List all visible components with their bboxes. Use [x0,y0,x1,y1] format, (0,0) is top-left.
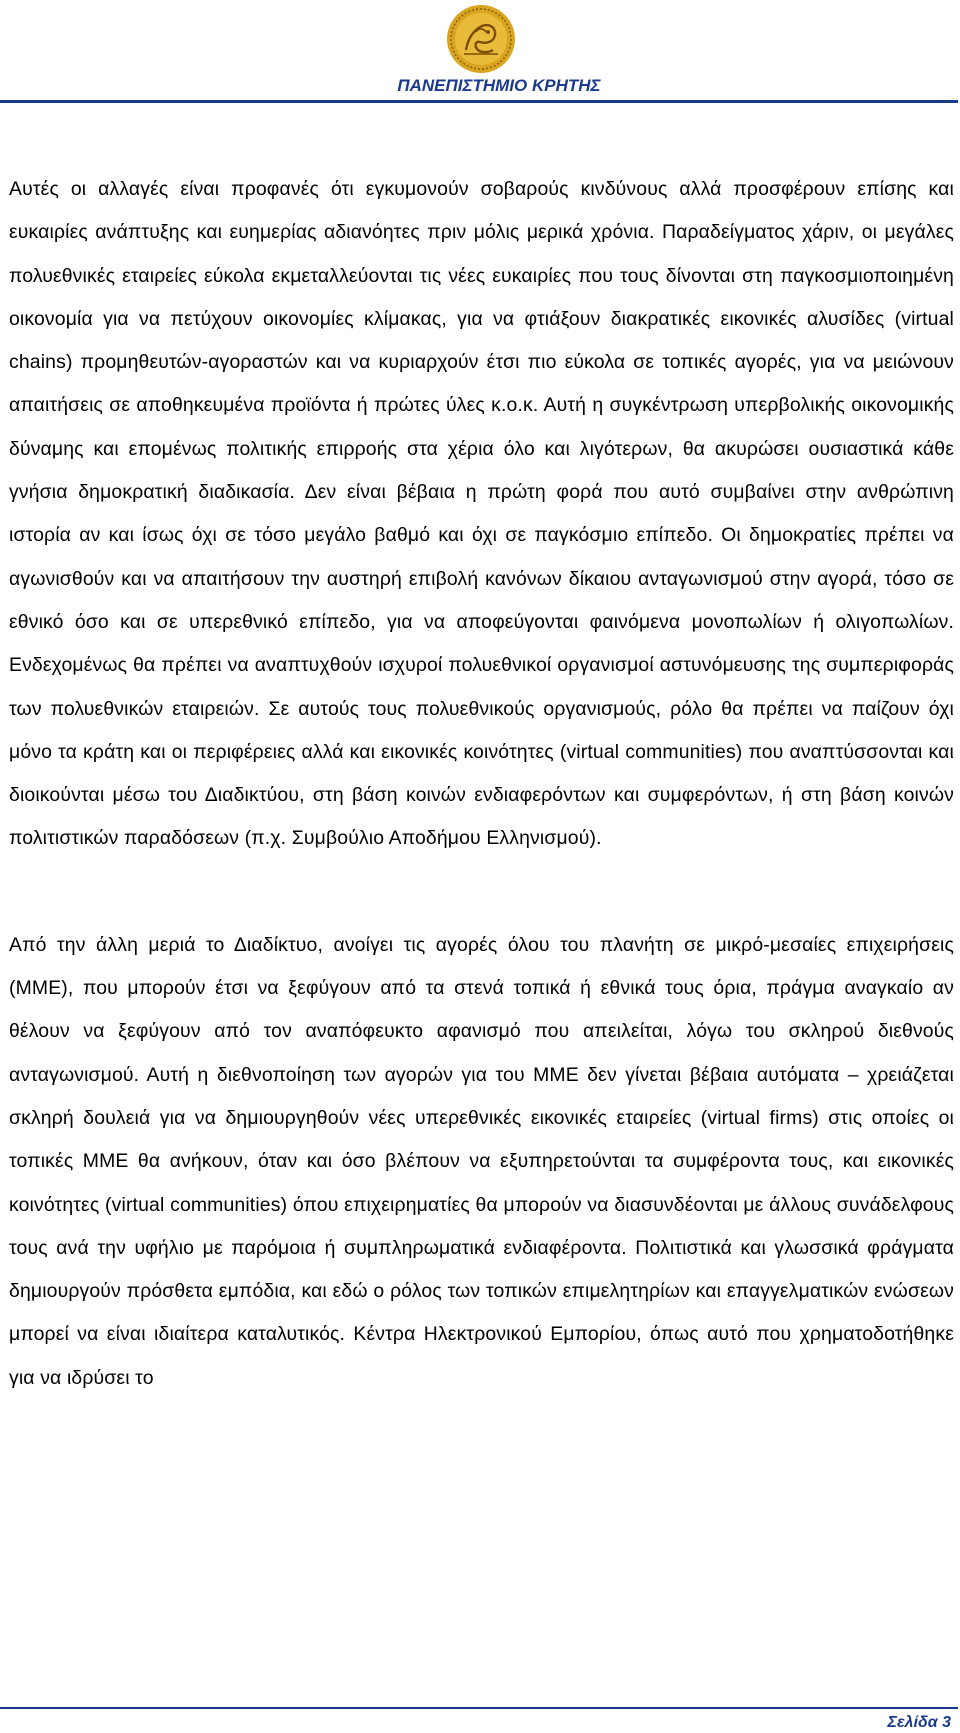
paragraph: Αυτές οι αλλαγές είναι προφανές ότι εγκυμονούν σοβαρούς κινδύνους αλλά προσφέρουν επίσης και ευκαιρίες ανάπτυξης και ευημερίας αδιανόητες πριν μόλις μερικά χρόνια. Παραδείγματος χάριν, οι μεγάλες πολυεθνικές εταιρείες εύκολα εκμεταλλεύονται τις νέες ευκαιρίες που τους δίνονται στη παγκοσμιοποιημένη οικονομία για να πετύχουν οικονομίες κλίμακας, για να φτιάξουν διακρατικές εικονικές αλυσίδες (virtual chains) προμηθευτών-αγοραστών και να κυριαρχούν έτσι πιο εύκολα σε τοπικές αγορές, για να μειώνουν απαιτήσεις σε αποθηκευμένα προϊόντα ή πρώτες ύλες κ.ο.κ. Αυτή η συγκέντρωση υπερβολικής οικονομικής δύναμης και επομένως πολιτικής επιρροής στα χέρια όλο και λιγότερων, θα ακυρώσει ουσιαστικά κάθε γνήσια δημοκρατική διαδικασία. Δεν είναι βέβαια η πρώτη φορά που αυτό συμβαίνει στην ανθρώπινη ιστορία αν και ίσως όχι σε τόσο μεγάλο βαθμό και όχι σε παγκόσμιο επίπεδο. Οι δημοκρατίες πρέπει να αγωνισθούν και να απαιτήσουν την αυστηρή επιβολή κανόνων δίκαιου ανταγωνισμού στην αγορά, τόσο σε εθνικό όσο και σε υπερεθνικό επίπεδο, για να αποφεύγονται φαινόμενα μονοπωλίων ή ολιγοπωλίων. Ενδεχομένως θα πρέπει να αναπτυχθούν ισχυροί πολυεθνικοί οργανισμοί αστυνόμευσης της συμπεριφοράς των πολυεθνικών εταιρειών. Σε αυτούς τους πολυεθνικούς οργανισμούς, ρόλο θα πρέπει να παίζουν όχι μόνο τα κράτη και οι περιφέρειες αλλά και εικονικές κοινότητες (virtual communities) που αναπτύσσονται και διοικούνται μέσω του Διαδικτύου, στη βάση κοινών ενδιαφερόντων και συμφερόντων, ή στη βάση κοινών πολιτιστικών παραδόσεων (π.χ. Συμβούλιο Αποδήμου Ελληνισμού). [9,178,954,850]
document-body [9,168,954,1400]
page-header [0,0,960,104]
paragraph-spacer [9,861,954,924]
header-divider [0,100,958,103]
footer-divider [0,1707,958,1709]
page-number: Σελίδα 3 [887,1714,951,1731]
university-seal-icon [446,4,516,74]
university-name: ΠΑΝΕΠΙΣΤΗΜΙΟ ΚΡΗΤΗΣ [397,76,601,95]
paragraph: Από την άλλη μεριά το Διαδίκτυο, ανοίγει τις αγορές όλου του πλανήτη σε μικρό-μεσαίες επιχειρήσεις (ΜΜΕ), που μπορούν έτσι να ξεφύγουν από τα στενά τοπικά ή εθνικά τους όρια, πράγμα αναγκαίο αν θέλουν να ξεφύγουν από τον αναπόφευκτο αφανισμό που απειλείται, λόγω του σκληρού διεθνούς ανταγωνισμού. Αυτή η διεθνοποίηση των αγορών για του ΜΜΕ δεν γίνεται βέβαια αυτόματα – χρειάζεται σκληρή δουλειά για να δημιουργηθούν νέες υπερεθνικές εικονικές εταιρείες (virtual firms) στις οποίες οι τοπικές ΜΜΕ θα ανήκουν, όταν και όσο βλέπουν να εξυπηρετούνται τα συμφέροντα τους, και εικονικές κοινότητες (virtual communities) όπου επιχειρηματίες θα μπορούν να διασυνδέονται με άλλους συνάδελφους τους ανά την υφήλιο με παρόμοια ή συμπληρωματικά ενδιαφέροντα. Πολιτιστικά και γλωσσικά φράγματα δημιουργούν πρόσθετα εμπόδια, και εδώ ο ρόλος των τοπικών επιμελητηρίων και επαγγελματικών ενώσεων μπορεί να είναι ιδιαίτερα καταλυτικός. Κέντρα Ηλεκτρονικού Εμπορίου, όπως αυτό που χρηματοδοτήθηκε για να ιδρύσει το [9,933,954,1389]
